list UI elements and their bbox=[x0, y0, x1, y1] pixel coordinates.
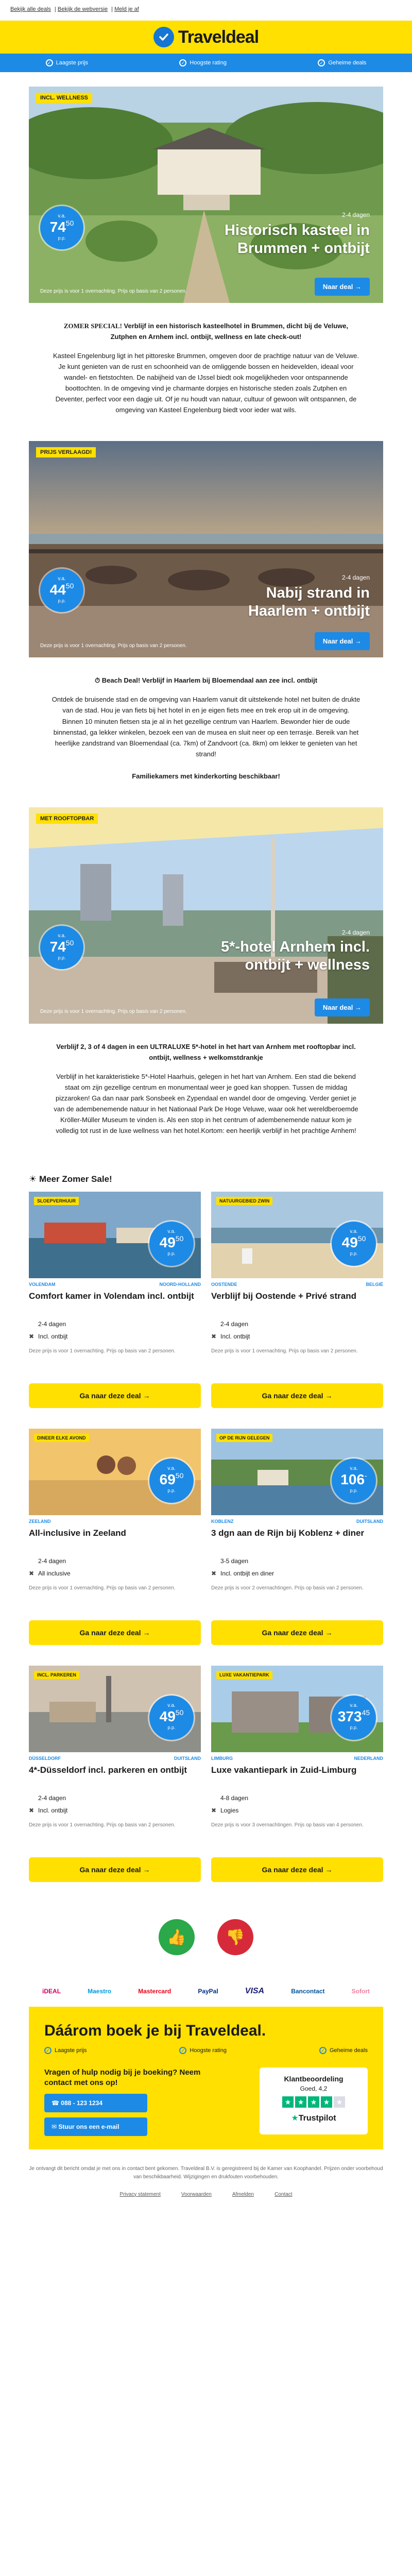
lead-caps: ZOMER SPECIAL! bbox=[63, 322, 122, 330]
price-dec: 50 bbox=[65, 938, 74, 947]
check-icon: ✓ bbox=[44, 2047, 52, 2054]
footer-usp-label: Laagste prijs bbox=[55, 2047, 87, 2054]
contact-block bbox=[44, 2067, 368, 2136]
footer-usp-label: Hoogste rating bbox=[190, 2047, 227, 2054]
price-from: v.a. bbox=[167, 1466, 176, 1472]
lead-text: Beach Deal! Verblijf in Haarlem bij Bloemendaal aan zee incl. ontbijt bbox=[101, 676, 318, 685]
go-to-deal-button[interactable]: Ga naar deze deal → bbox=[29, 1857, 201, 1882]
rating-stars bbox=[267, 2096, 360, 2108]
star-icon: ★ bbox=[295, 2096, 306, 2108]
deal-card[interactable] bbox=[29, 1192, 201, 1408]
usp-item bbox=[318, 59, 366, 66]
button-label: Ga naar deze deal bbox=[262, 1629, 323, 1637]
price-circle bbox=[40, 569, 83, 612]
deal-labels bbox=[29, 1278, 201, 1291]
intro-body: Ontdek de bruisende stad en de omgeving van Haarlem vanuit dit uitstekende hotel net buiten de drukte van de stad. Hou je van fiets bij het hotel in en je eigen fiets mee en trek erop uit in de omgeving. Binnen 10 minuten fietsen sta je al in het gezellige centrum van Haarlem. Bewonder hier de oude binnenstad, ga lekker winkelen, bezoek een van de musea en sluit neer op een terrasje. Bereik van het heerlijke zandstrand van Bloemendaal (ca. 7km) of Zandvoort (ca. 8km) om lekker te genieten van het strand! bbox=[52, 696, 360, 758]
section-title bbox=[0, 1162, 412, 1192]
deal-labels bbox=[29, 1752, 201, 1765]
thumbs-up-icon[interactable]: 👍 bbox=[159, 1919, 195, 1955]
webversion-link[interactable]: Bekijk de webversie bbox=[57, 6, 108, 12]
intro-body: Verblijf in het karakteristieke 5*-Hotel Haarhuis, gelegen in het hart van Arnhem. Een stad die bekend staat om zijn gezellige centrum en monumentaal weer je goed kan shoppen. Tussen de middag pizzaroken! Ga dan naar park Sonsbeek en Zypendaal en wandel door de omgeving. Verder geniet je van de adembenemende natuur in het Nationaal Park De Hoge Veluwe, waar ook het wereldberoemde Kröller-Müller Museum te vinden is. Als een stop in het centrum of adembenemende natuur kom je volledig tot rust in de luxe wellness van het hotel.Kortom: een heerlijk verblijf in het prachtige Arnhem! bbox=[54, 1072, 358, 1135]
hero-cta-button[interactable]: Naar deal → bbox=[315, 278, 370, 296]
footer-usp bbox=[44, 2047, 87, 2054]
cutlery-icon: ✖ bbox=[29, 1332, 35, 1340]
deal-title[interactable]: Luxe vakantiepark in Zuid-Limburg bbox=[211, 1765, 357, 1775]
price-per: p.p. bbox=[350, 1725, 358, 1731]
deal-board: Incl. ontbijt bbox=[220, 1332, 250, 1340]
deal-image[interactable] bbox=[211, 1192, 383, 1278]
cutlery-icon: ✖ bbox=[211, 1332, 217, 1340]
trustpilot-label: Trustpilot bbox=[298, 2114, 336, 2123]
price-int: 44 bbox=[49, 582, 66, 598]
usp-label: Geheime deals bbox=[328, 60, 367, 66]
sofort-logo: Sofort bbox=[351, 1988, 370, 1995]
cta-label: Naar deal bbox=[322, 637, 353, 646]
hero-cta-button[interactable]: Naar deal → bbox=[315, 632, 370, 650]
trustpilot-star-icon: ★ bbox=[291, 2114, 299, 2123]
intro-extra: Familiekamers met kinderkorting beschikbaar! bbox=[132, 772, 280, 780]
check-icon: ✓ bbox=[179, 59, 186, 66]
payment-methods bbox=[29, 1976, 383, 2007]
price-int: 74 bbox=[49, 938, 66, 955]
footer-title: Dáárom boek je bij Traveldeal. bbox=[44, 2022, 266, 2040]
price-from: v.a. bbox=[350, 1466, 358, 1472]
button-label: Ga naar deze deal bbox=[262, 1866, 323, 1874]
deal-image[interactable] bbox=[29, 1666, 201, 1752]
price-circle bbox=[149, 1459, 194, 1503]
deal-location: LIMBURG bbox=[211, 1756, 233, 1761]
phone-button[interactable] bbox=[44, 2094, 147, 2112]
cta-label: Naar deal bbox=[322, 1003, 353, 1011]
deal-card[interactable] bbox=[211, 1429, 383, 1645]
price-int: 106 bbox=[340, 1471, 365, 1488]
castle-photo bbox=[29, 87, 383, 303]
usp-item bbox=[46, 59, 88, 66]
go-to-deal-button[interactable]: Ga naar deze deal → bbox=[211, 1383, 383, 1408]
footer-links bbox=[29, 2192, 383, 2197]
hero-days: 2-4 dagen bbox=[341, 928, 370, 936]
button-label: Ga naar deze deal bbox=[79, 1866, 141, 1874]
deal-location: DÜSSELDORF bbox=[29, 1756, 61, 1761]
price-per: p.p. bbox=[58, 598, 66, 604]
feedback-vote bbox=[0, 1919, 412, 1955]
usp-label: Laagste prijs bbox=[56, 60, 89, 66]
deal-badge: INCL. PARKEREN bbox=[34, 1671, 79, 1679]
go-to-deal-button[interactable]: Ga naar deze deal → bbox=[211, 1857, 383, 1882]
usp-bar bbox=[0, 54, 412, 72]
brand-bar bbox=[0, 21, 412, 54]
check-icon: ✓ bbox=[318, 59, 325, 66]
button-label: Ga naar deze deal bbox=[79, 1392, 141, 1400]
intro-body: Kasteel Engelenburg ligt in het pittoreske Brummen, omgeven door de prachtige natuur van de Veluwe. Je kunt genieten van de rust en schoonheid van de omliggende bossen en heidevelden, ideaal voor wandel- en fietstochten. De nabijheid van de IJssel biedt ook mogelijkheden voor ontspannende boottochten. In de omgeving vind je charmante dorpjes en historische steden zoals Zutphen en Deventer, perfect voor een dagje uit. Of je nu houdt van natuur, cultuur of gewoon wilt ontspannen, de omgeving van Kasteel Engelenburg biedt voor ieder wat wils. bbox=[53, 352, 359, 414]
price-dec: 50 bbox=[65, 582, 74, 590]
star-icon: ★ bbox=[282, 2096, 294, 2108]
paypal-logo: PayPal bbox=[198, 1988, 218, 1995]
cutlery-icon: ✖ bbox=[211, 1569, 217, 1577]
deal-days: 2-4 dagen bbox=[38, 1557, 66, 1565]
deal-card[interactable] bbox=[29, 1666, 201, 1882]
price-per: p.p. bbox=[167, 1488, 176, 1494]
price-circle bbox=[40, 926, 83, 969]
cutlery-icon: ✖ bbox=[29, 1569, 35, 1577]
price-from: v.a. bbox=[58, 933, 66, 939]
deal-days: 2-4 dagen bbox=[220, 1320, 249, 1328]
price-int: 49 bbox=[159, 1708, 176, 1725]
brand-name: Traveldeal bbox=[178, 27, 259, 47]
review-score: Goed, 4,2 bbox=[300, 2085, 328, 2093]
cutlery-icon: ✖ bbox=[29, 1806, 35, 1814]
deal-region: NOORD-HOLLAND bbox=[159, 1282, 201, 1287]
deal-region: DUITSLAND bbox=[356, 1519, 383, 1524]
intro-lead: Verblijf 2, 3 of 4 dagen in een ULTRALUXE 5*-hotel in het hart van Arnhem met rooftopbar incl. ontbijt, wellness + welkomstdrankje bbox=[56, 1042, 356, 1061]
deal-card[interactable] bbox=[211, 1666, 383, 1882]
trustpilot-logo bbox=[267, 2113, 360, 2123]
hero-badge: MET ROOFTOPBAR bbox=[36, 814, 98, 824]
hero-badge: PRIJS VERLAAGD! bbox=[36, 447, 96, 457]
intro-arnhem bbox=[0, 1024, 412, 1162]
contact-info bbox=[44, 2067, 219, 2136]
price-circle bbox=[332, 1459, 376, 1503]
go-to-deal-button[interactable]: Ga naar deze deal → bbox=[29, 1620, 201, 1645]
footer-usp bbox=[179, 2047, 227, 2054]
hero-badge: INCL. WELLNESS bbox=[36, 93, 92, 103]
unsubscribe-link[interactable]: Meld je af bbox=[114, 6, 139, 12]
price-from: v.a. bbox=[58, 576, 66, 582]
lead-text: Verblijf in een historisch kasteelhotel in Brummen, dicht bij de Veluwe, Zutphen en Arnhem incl. ontbijt, wellness en late check-out! bbox=[110, 322, 349, 341]
deal-meta bbox=[211, 1318, 383, 1343]
deal-board: Logies bbox=[220, 1806, 239, 1814]
deal-meta bbox=[211, 1555, 383, 1580]
deal-image[interactable] bbox=[29, 1192, 201, 1278]
price-int: 74 bbox=[49, 219, 66, 235]
price-dec: 50 bbox=[65, 219, 74, 227]
email-button[interactable] bbox=[44, 2117, 147, 2136]
price-dec: 45 bbox=[362, 1708, 370, 1717]
price-int: 373 bbox=[337, 1708, 362, 1725]
price-from: v.a. bbox=[350, 1229, 358, 1235]
price-int: 49 bbox=[159, 1234, 176, 1251]
contact-question: Vragen of hulp nodig bij je boeking? Neem contact met ons op! bbox=[44, 2068, 201, 2088]
fine-print: Je ontvangt dit bericht omdat je met ons in contact bent gekomen. Traveldeal B.V. is geregistreerd bij de Kamer van Koophandel. Prijzen onder voorbehoud van beschikbaarheid. Wijzigingen en drukfouten voorbehouden. bbox=[29, 2165, 383, 2180]
intro-lead bbox=[52, 320, 360, 342]
hero-disclaimer: Deze prijs is voor 1 overnachting. Prijs op basis van 2 personen. bbox=[40, 1009, 187, 1015]
deal-days: 2-4 dagen bbox=[38, 1320, 66, 1328]
button-label: Ga naar deze deal bbox=[79, 1629, 141, 1637]
deal-labels bbox=[29, 1515, 201, 1528]
hero-days: 2-4 dagen bbox=[341, 574, 370, 582]
price-per: p.p. bbox=[58, 235, 66, 241]
price-from: v.a. bbox=[167, 1703, 176, 1709]
deal-title[interactable]: Verblijf bij Oostende + Privé strand bbox=[211, 1291, 357, 1301]
deal-labels bbox=[211, 1752, 383, 1765]
footer-usp-label: Geheime deals bbox=[329, 2047, 368, 2054]
bancontact-logo: Bancontact bbox=[291, 1988, 325, 1995]
hero-disclaimer: Deze prijs is voor 1 overnachting. Prijs op basis van 2 personen. bbox=[40, 642, 187, 649]
visa-logo: VISA bbox=[245, 1987, 265, 1996]
price-int: 69 bbox=[159, 1471, 176, 1488]
star-icon: ★ bbox=[308, 2096, 319, 2108]
price-circle bbox=[40, 206, 83, 249]
hero-deal-castle[interactable] bbox=[29, 87, 383, 303]
deal-card[interactable] bbox=[211, 1192, 383, 1408]
price-circle bbox=[149, 1222, 194, 1266]
review-widget[interactable] bbox=[260, 2067, 368, 2134]
go-to-deal-button[interactable]: Ga naar deze deal → bbox=[211, 1620, 383, 1645]
hero-title[interactable]: 5*-hotel Arnhem incl. ontbijt + wellness bbox=[221, 938, 370, 973]
deal-board: Incl. ontbijt en diner bbox=[220, 1569, 274, 1577]
price-dec: 50 bbox=[175, 1234, 184, 1243]
deal-meta bbox=[29, 1792, 201, 1817]
hero-cta-button[interactable]: Naar deal → bbox=[315, 998, 370, 1016]
privacy-link[interactable]: Privacy statement bbox=[119, 2191, 161, 2197]
deal-location: VOLENDAM bbox=[29, 1282, 56, 1287]
deal-disclaimer: Deze prijs is voor 1 overnachting. Prijs op basis van 2 personen. bbox=[29, 1585, 176, 1591]
price-circle bbox=[332, 1222, 376, 1266]
deal-title[interactable]: 4*-Düsseldorf incl. parkeren en ontbijt bbox=[29, 1765, 187, 1775]
price-per: p.p. bbox=[350, 1488, 358, 1494]
deal-title[interactable]: 3 dgn aan de Rijn bij Koblenz + diner bbox=[211, 1528, 365, 1538]
deal-badge: NATUURGEBIED ZWIN bbox=[216, 1197, 272, 1205]
hero-deal-haarlem[interactable] bbox=[29, 441, 383, 657]
price-per: p.p. bbox=[167, 1725, 176, 1731]
hero-disclaimer: Deze prijs is voor 1 overnachting. Prijs op basis van 2 personen. bbox=[40, 288, 187, 294]
hero-deal-arnhem[interactable] bbox=[29, 807, 383, 1024]
deal-meta bbox=[29, 1555, 201, 1580]
deal-image[interactable] bbox=[29, 1429, 201, 1515]
usp-item bbox=[179, 59, 227, 66]
deal-image[interactable] bbox=[211, 1666, 383, 1752]
deal-badge: DINEER ELKE AVOND bbox=[34, 1434, 89, 1442]
email-label: Stuur ons een e-mail bbox=[58, 2123, 119, 2130]
hero-title[interactable]: Historisch kasteel in Brummen + ontbijt bbox=[224, 222, 370, 257]
deal-disclaimer: Deze prijs is voor 1 overnachting. Prijs op basis van 2 personen. bbox=[29, 1822, 176, 1828]
phone-icon: ☎ bbox=[52, 2099, 61, 2107]
unsubscribe-footer-link[interactable]: Afmelden bbox=[232, 2191, 254, 2197]
footer-usps bbox=[44, 2047, 368, 2054]
deal-board: Incl. ontbijt bbox=[38, 1332, 68, 1340]
price-dec: 50 bbox=[357, 1234, 366, 1243]
price-circle bbox=[149, 1696, 194, 1740]
price-int: 49 bbox=[341, 1234, 358, 1251]
checkmark-shield-icon bbox=[153, 27, 174, 47]
deal-title[interactable]: All-inclusive in Zeeland bbox=[29, 1528, 126, 1538]
deal-card[interactable] bbox=[29, 1429, 201, 1645]
deal-badge: SLOEPVERHUUR bbox=[34, 1197, 79, 1205]
thumbs-down-icon[interactable]: 👎 bbox=[217, 1919, 253, 1955]
check-icon: ✓ bbox=[319, 2047, 327, 2054]
check-icon: ✓ bbox=[179, 2047, 186, 2054]
hero-title[interactable]: Nabij strand in Haarlem + ontbijt bbox=[248, 585, 370, 620]
footer-panel bbox=[29, 2007, 383, 2149]
deal-location: ZEELAND bbox=[29, 1519, 51, 1524]
deal-region: NEDERLAND bbox=[354, 1756, 383, 1761]
deal-image[interactable] bbox=[211, 1429, 383, 1515]
usp-label: Hoogste rating bbox=[190, 60, 227, 66]
deal-days: 2-4 dagen bbox=[38, 1794, 66, 1802]
logo[interactable] bbox=[153, 27, 259, 47]
deal-location: KOBLENZ bbox=[211, 1519, 234, 1524]
star-icon: ★ bbox=[321, 2096, 332, 2108]
mail-icon: ✉ bbox=[52, 2123, 59, 2130]
deal-meta bbox=[211, 1792, 383, 1817]
deal-days: 4-8 dagen bbox=[220, 1794, 249, 1802]
price-dec: 50 bbox=[175, 1708, 184, 1717]
price-per: p.p. bbox=[58, 955, 66, 960]
intro-haarlem bbox=[0, 657, 412, 807]
rooftop-photo bbox=[29, 807, 383, 1024]
deal-labels bbox=[211, 1278, 383, 1291]
price-per: p.p. bbox=[350, 1251, 358, 1257]
all-deals-link[interactable]: Bekijk alle deals bbox=[10, 6, 51, 12]
top-links: Bekijk alle deals | Bekijk de webversie | Meld je af bbox=[10, 6, 139, 12]
section-title-text: Meer Zomer Sale! bbox=[39, 1174, 112, 1184]
deal-location: OOSTENDE bbox=[211, 1282, 237, 1287]
review-title: Klantbeoordeling bbox=[284, 2075, 344, 2083]
deal-board: All inclusive bbox=[38, 1569, 71, 1577]
footer-usp bbox=[319, 2047, 368, 2054]
mastercard-logo: Mastercard bbox=[138, 1988, 171, 1995]
check-icon: ✓ bbox=[46, 59, 53, 66]
deal-badge: OP DE RIJN GELEGEN bbox=[216, 1434, 272, 1442]
beach-terrace-photo bbox=[29, 441, 383, 657]
deals-grid bbox=[0, 1192, 412, 1882]
clock-icon: ⏱ bbox=[94, 676, 102, 685]
deal-disclaimer: Deze prijs is voor 2 overnachtingen. Prijs op basis van 2 personen. bbox=[211, 1585, 364, 1591]
price-circle bbox=[332, 1696, 376, 1740]
deal-disclaimer: Deze prijs is voor 1 overnachting. Prijs op basis van 2 personen. bbox=[211, 1348, 358, 1354]
cta-label: Naar deal bbox=[322, 283, 353, 291]
deal-days: 3-5 dagen bbox=[220, 1557, 249, 1565]
terms-link[interactable]: Voorwaarden bbox=[181, 2191, 212, 2197]
deal-meta bbox=[29, 1318, 201, 1343]
price-from: v.a. bbox=[167, 1229, 176, 1235]
button-label: Ga naar deze deal bbox=[262, 1392, 323, 1400]
intro-castle bbox=[0, 303, 412, 441]
deal-labels bbox=[211, 1515, 383, 1528]
price-from: v.a. bbox=[58, 213, 66, 219]
hero-days: 2-4 dagen bbox=[341, 211, 370, 218]
deal-title[interactable]: Comfort kamer in Volendam incl. ontbijt bbox=[29, 1291, 194, 1301]
ideal-logo: iDEAL bbox=[42, 1988, 61, 1995]
star-icon: ★ bbox=[334, 2096, 345, 2108]
price-per: p.p. bbox=[167, 1251, 176, 1257]
deal-disclaimer: Deze prijs is voor 3 overnachtingen. Prijs op basis van 4 personen. bbox=[211, 1822, 364, 1828]
price-from: v.a. bbox=[350, 1703, 358, 1709]
contact-link[interactable]: Contact bbox=[274, 2191, 293, 2197]
deal-badge: LUXE VAKANTIEPARK bbox=[216, 1671, 272, 1679]
phone-label: 088 - 123 1234 bbox=[61, 2099, 103, 2107]
deal-board: Incl. ontbijt bbox=[38, 1806, 68, 1814]
price-dec: 50 bbox=[175, 1471, 184, 1480]
deal-disclaimer: Deze prijs is voor 1 overnachting. Prijs op basis van 2 personen. bbox=[29, 1348, 176, 1354]
go-to-deal-button[interactable]: Ga naar deze deal → bbox=[29, 1383, 201, 1408]
deal-region: BELGIË bbox=[366, 1282, 383, 1287]
deal-region: DUITSLAND bbox=[174, 1756, 201, 1761]
intro-lead bbox=[52, 675, 360, 686]
maestro-logo: Maestro bbox=[88, 1988, 112, 1995]
sun-icon: ☀ bbox=[29, 1174, 39, 1184]
bed-icon: ✖ bbox=[211, 1806, 217, 1814]
price-dec: - bbox=[365, 1471, 367, 1480]
